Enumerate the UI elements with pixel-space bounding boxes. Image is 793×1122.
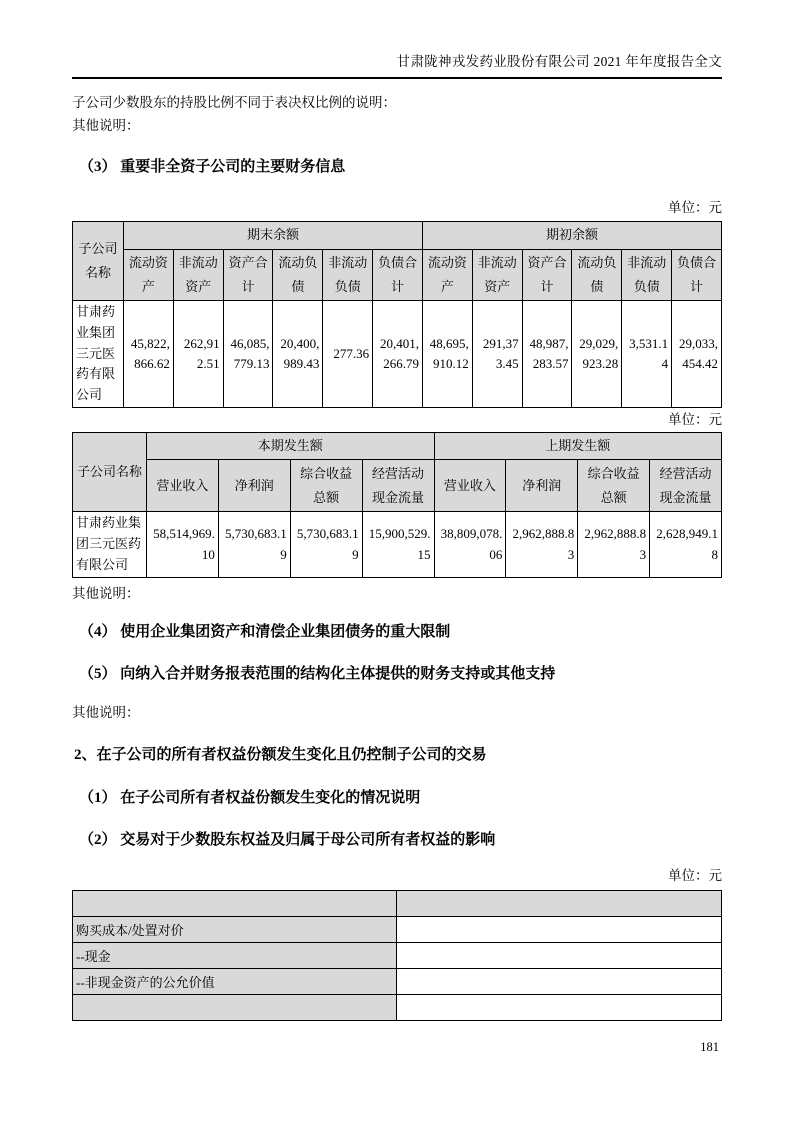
- unit-label-table1: 单位：元: [668, 200, 722, 215]
- minority-shareholding-note: 子公司少数股东的持股比例不同于表决权比例的说明：: [72, 95, 396, 110]
- table2-value: 38,809,078.06: [434, 512, 506, 578]
- table1-value: 20,400,989.43: [273, 301, 323, 408]
- table1-sub-header: 资产合计: [223, 250, 273, 301]
- table1-value: 48,987,283.57: [522, 301, 572, 408]
- table3-label-cell: --现金: [73, 943, 397, 969]
- table1-sub-header: 资产合计: [522, 250, 572, 301]
- table1-value: 29,029,923.28: [572, 301, 622, 408]
- table1-group-header-closing: 期末余额: [124, 222, 423, 250]
- section-2-1-heading: （1） 在子公司所有者权益份额发生变化的情况说明: [79, 790, 421, 806]
- section-5-heading: （5） 向纳入合并财务报表范围的结构化主体提供的财务支持或其他支持: [79, 666, 556, 682]
- table1-sub-header: 流动资产: [422, 250, 472, 301]
- table3-value-cell: [397, 917, 722, 943]
- table3-label-cell: [73, 891, 397, 917]
- table1-value: 277.36: [323, 301, 373, 408]
- table3-label-cell: --非现金资产的公允价值: [73, 969, 397, 995]
- page-number: 181: [700, 1040, 719, 1054]
- subsidiary-income-table: [72, 432, 722, 578]
- table1-data-row: [73, 301, 722, 408]
- table2-sub-header: 综合收益总额: [578, 460, 650, 512]
- other-note-after-section5: 其他说明：: [72, 705, 140, 720]
- subsidiary-balance-table: [72, 221, 722, 408]
- table2-value: 2,962,888.83: [578, 512, 650, 578]
- table1-sub-header: 流动负债: [273, 250, 323, 301]
- section-4-heading: （4） 使用企业集团资产和清偿企业集团债务的重大限制: [79, 624, 451, 640]
- table1-value: 20,401,266.79: [373, 301, 423, 408]
- table3-row: [73, 995, 722, 1021]
- table1-value: 29,033,454.42: [672, 301, 722, 408]
- table3-value-cell: [397, 943, 722, 969]
- table1-sub-header: 负债合计: [373, 250, 423, 301]
- table2-data-row: [73, 512, 722, 578]
- header-divider: [72, 77, 722, 79]
- table2-value: 5,730,683.19: [218, 512, 290, 578]
- table1-value: 291,373.45: [472, 301, 522, 408]
- table3-label-cell: [73, 995, 397, 1021]
- table2-sub-header: 经营活动现金流量: [650, 460, 722, 512]
- table2-sub-header: 净利润: [506, 460, 578, 512]
- table3-row: [73, 917, 722, 943]
- table1-sub-header: 非流动负债: [323, 250, 373, 301]
- table1-value: 48,695,910.12: [422, 301, 472, 408]
- table2-sub-header: 经营活动现金流量: [362, 460, 434, 512]
- table2-value: 15,900,529.15: [362, 512, 434, 578]
- table1-sub-header: 非流动资产: [173, 250, 223, 301]
- table3-value-cell: [397, 995, 722, 1021]
- table2-value: 2,962,888.83: [506, 512, 578, 578]
- table2-sub-header: 综合收益总额: [290, 460, 362, 512]
- table3-row: [73, 969, 722, 995]
- table2-sub-header: 营业收入: [434, 460, 506, 512]
- table2-sub-header: 净利润: [218, 460, 290, 512]
- table1-sub-header: 非流动负债: [622, 250, 672, 301]
- table2-value: 2,628,949.18: [650, 512, 722, 578]
- table3-row: [73, 943, 722, 969]
- unit-label-table2: 单位：元: [668, 412, 722, 427]
- table2-value: 5,730,683.19: [290, 512, 362, 578]
- table1-subsidiary-name: 甘肃药业集团三元医药有限公司: [73, 301, 124, 408]
- table3-label-cell: 购买成本/处置对价: [73, 917, 397, 943]
- table2-group-header-prior: 上期发生额: [434, 433, 722, 460]
- section-2-2-heading: （2） 交易对于少数股东权益及归属于母公司所有者权益的影响: [79, 832, 496, 848]
- other-note-intro: 其他说明：: [72, 118, 140, 133]
- table1-sub-header: 流动负债: [572, 250, 622, 301]
- table2-sub-header: 营业收入: [147, 460, 219, 512]
- table3-header-row: [73, 891, 722, 917]
- table1-group-header-opening: 期初余额: [422, 222, 721, 250]
- table1-sub-header: 负债合计: [672, 250, 722, 301]
- section-2-heading: 2、在子公司的所有者权益份额发生变化且仍控制子公司的交易: [74, 747, 487, 763]
- table2-group-header-current: 本期发生额: [147, 433, 435, 460]
- table1-value: 262,912.51: [173, 301, 223, 408]
- table2-value: 58,514,969.10: [147, 512, 219, 578]
- table2-corner-header: 子公司名称: [73, 433, 147, 512]
- unit-label-table3: 单位：元: [668, 868, 722, 883]
- table1-value: 46,085,779.13: [223, 301, 273, 408]
- table1-value: 45,822,866.62: [124, 301, 174, 408]
- transaction-impact-table: [72, 890, 722, 1021]
- table1-value: 3,531.14: [622, 301, 672, 408]
- section-3-heading: （3） 重要非全资子公司的主要财务信息: [79, 159, 346, 175]
- table3-value-cell: [397, 969, 722, 995]
- report-header-title: 甘肃陇神戎发药业股份有限公司 2021 年年度报告全文: [396, 54, 722, 69]
- other-note-after-table2: 其他说明：: [72, 586, 140, 601]
- table1-sub-header: 流动资产: [124, 250, 174, 301]
- table1-sub-header: 非流动资产: [472, 250, 522, 301]
- table1-corner-header: 子公司名称: [73, 222, 124, 301]
- table2-subsidiary-name: 甘肃药业集团三元医药有限公司: [73, 512, 147, 578]
- table3-value-cell: [397, 891, 722, 917]
